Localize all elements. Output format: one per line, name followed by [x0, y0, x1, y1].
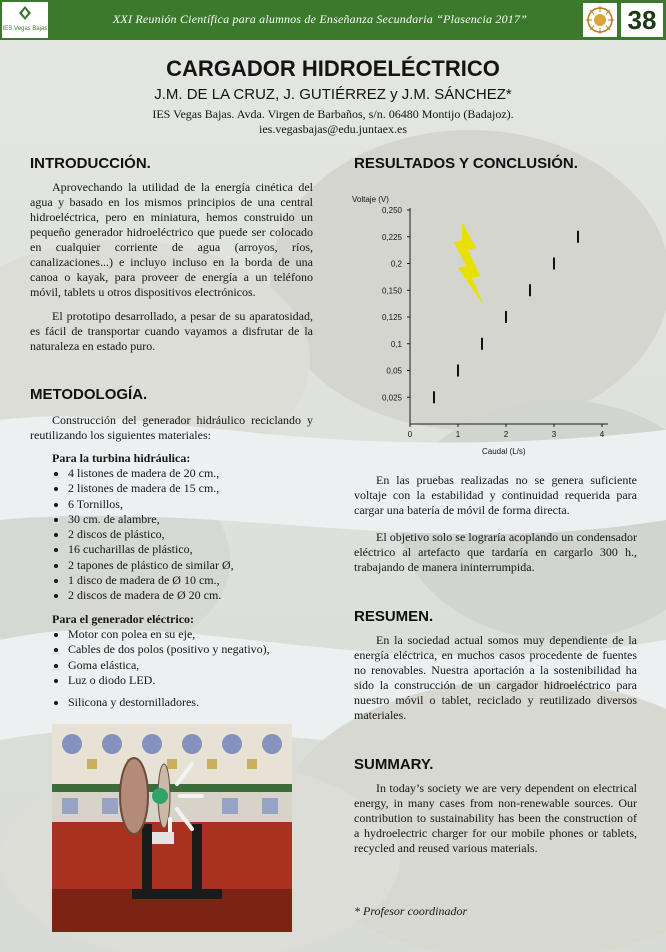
- list-item: • Goma elástica,: [68, 658, 338, 673]
- list-item: • 16 cucharillas de plástico,: [68, 542, 328, 557]
- contact-email: ies.vegasbajas@edu.juntaex.es: [258, 122, 407, 136]
- summary-text: [354, 781, 637, 856]
- y-tick-label: 0,025: [381, 393, 402, 403]
- list-item: • Silicona y destornilladores.: [68, 695, 328, 710]
- prototype-photo: [52, 724, 292, 932]
- y-tick-label: 0,1: [390, 339, 402, 349]
- results-paragraph-1: En las pruebas realizadas no se genera suficiente voltaje con la estabilidad y continuidad requerida para cargar una batería de móvil de forma directa.: [354, 473, 637, 517]
- generator-materials-list: [52, 627, 338, 688]
- y-axis-label: Voltaje (V): [352, 195, 389, 204]
- method-intro-text: Construcción del generador hidráulico reciclando y reutilizando los siguientes materiales:: [30, 413, 313, 442]
- list-item: • 6 Tornillos,: [68, 497, 328, 512]
- results-paragraph-2: El objetivo solo se lograría acoplando un condensador eléctrico al artefacto que tardaría en cargarlo 300 h., trabajando de manera ininterrumpida.: [354, 530, 637, 574]
- x-tick-label: 0: [407, 430, 413, 439]
- list-item: • Motor con polea en su eje,: [68, 627, 338, 642]
- summary-heading: SUMMARY.: [354, 756, 434, 773]
- resumen-paragraph: En la sociedad actual somos muy dependiente de la energía eléctrica, en muchos casos procedente de fuentes no renovables. Nuestra aportación a la sostenibilidad ha sido la construcción de un cargador hidroeléctrico para nuestro móvil o tablet, reciclado y reutilizado diversos materiales.: [354, 633, 637, 722]
- lightning-bolt-icon: [454, 222, 484, 306]
- logo-text: IES Vegas Bajas: [2, 26, 48, 32]
- turbine-materials-list: [52, 466, 328, 604]
- intro-text: [30, 180, 313, 354]
- voltage-flow-chart: [352, 186, 612, 464]
- list-item: • 2 discos de plástico,: [68, 527, 328, 542]
- x-tick-label: 3: [551, 430, 557, 439]
- list-item: • 30 cm. de alambre,: [68, 512, 328, 527]
- y-tick-label: 0,2: [390, 259, 402, 269]
- list-item: • 2 listones de madera de 15 cm.,: [68, 481, 328, 496]
- y-tick-label: 0,225: [381, 232, 402, 242]
- x-tick-label: 4: [599, 430, 605, 439]
- intro-heading: INTRODUCCIÓN.: [30, 155, 151, 172]
- x-tick-label: 1: [455, 430, 461, 439]
- y-tick-label: 0,250: [381, 206, 402, 215]
- generator-heading: Para el generador eléctrico:: [52, 612, 195, 626]
- turbine-heading: Para la turbina hidráulica:: [52, 451, 191, 465]
- leaf-icon: [17, 5, 33, 21]
- resumen-heading: RESUMEN.: [354, 608, 434, 625]
- school-logo: [2, 2, 48, 38]
- tools-list: [52, 695, 328, 710]
- list-item: • Cables de dos polos (positivo y negativo),: [68, 642, 338, 657]
- poster-title: CARGADOR HIDROELÉCTRICO: [166, 56, 500, 81]
- y-tick-label: 0,05: [386, 366, 402, 376]
- x-axis-label: Caudal (L/s): [482, 447, 526, 456]
- list-item: • 2 discos de madera de Ø 20 cm.: [68, 588, 328, 603]
- authors: J.M. DE LA CRUZ, J. GUTIÉRREZ y J.M. SÁNCHEZ*: [154, 86, 512, 103]
- list-item: • 2 tapones de plástico de similar Ø,: [68, 558, 328, 573]
- footnote: * Profesor coordinador: [354, 904, 468, 918]
- y-tick-label: 0,150: [381, 286, 402, 296]
- y-tick-label: 0,125: [381, 313, 402, 322]
- list-item: • 1 disco de madera de Ø 10 cm.,: [68, 573, 328, 588]
- sun-seal-icon: [583, 3, 617, 37]
- results-text: [354, 473, 637, 575]
- resumen-text: [354, 633, 637, 723]
- summary-paragraph: In today’s society we are very dependent on electrical energy, in many cases from non-renewable sources. Our contribution to sustainability has been the construction of a hydroelectric charger for our mobile phones or tablets, recycled and reused various materials.: [354, 781, 637, 855]
- method-intro: [30, 413, 313, 443]
- x-tick-label: 2: [503, 430, 509, 439]
- method-heading: METODOLOGÍA.: [30, 386, 148, 403]
- page-number: 38: [621, 3, 663, 37]
- event-title: XXI Reunión Científica para alumnos de Enseñanza Secundaria “Plasencia 2017”: [112, 12, 528, 26]
- list-item: • Luz o diodo LED.: [68, 673, 338, 688]
- event-seal: [583, 3, 617, 37]
- affiliation: IES Vegas Bajas. Avda. Virgen de Barbaños, s/n. 06480 Montijo (Badajoz).: [152, 107, 514, 121]
- header-banner: [0, 0, 666, 40]
- intro-paragraph-1: Aprovechando la utilidad de la energía cinética del agua y basado en los mismos principios de una central hidroeléctrica, pero en miniatura, hemos construido un pequeño generador hidroeléctrico que puede ser colocado en cualquier corriente de agua (arroyos, ríos, canalizaciones...) e incluyo incluso en la borda de una canoa o kayak, para proveer de energía a un teléfono móvil, tablets u otros dispositivos electrónicos.: [30, 180, 313, 299]
- list-item: • 4 listones de madera de 20 cm.,: [68, 466, 328, 481]
- intro-paragraph-2: El prototipo desarrollado, a pesar de su aparatosidad, es fácil de transportar cuando vayamos a disfrutar de la naturaleza en estado puro.: [30, 309, 313, 353]
- results-heading: RESULTADOS Y CONCLUSIÓN.: [354, 155, 578, 172]
